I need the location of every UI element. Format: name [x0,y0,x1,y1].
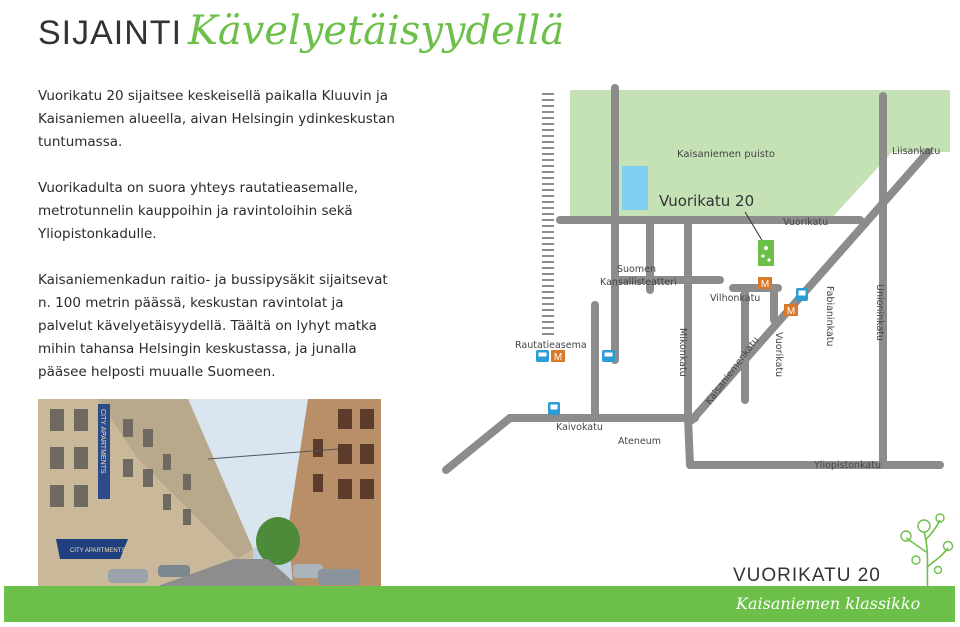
tram-icon [796,288,808,301]
intro-paragraph: Vuorikatu 20 sijaitsee keskeisellä paikalla Kluuvin ja Kaisaniemen alueella, aivan Helsingin ydinkeskustan tuntumassa. [38,88,395,150]
street-label-unioninkatu: Unioninkatu [874,284,885,342]
title-main: SIJAINTI [38,14,183,52]
metro-icon [758,277,772,290]
svg-text:M: M [760,279,770,290]
hotel-sign-text: CITY APARTMENTS [99,409,106,474]
water-area [622,166,648,210]
metro-icon [784,304,798,317]
ateneum-label: Ateneum [618,436,662,447]
street-label-vilhonkatu: Vilhonkatu [710,293,761,304]
brand-name: VUORIKATU 20 [733,565,881,586]
street-label-vuorikatu: Vuorikatu [773,332,784,378]
street-label-kaisaniemenkatu: Kaisaniemenkatu [703,334,762,407]
brand-tagline: Kaisaniemen klassikko [736,594,921,613]
flower-icon [898,512,954,596]
street-label-vuorikatu-top: Vuorikatu [783,217,829,228]
page-title [38,8,564,54]
svg-text:M: M [786,306,796,317]
street-label-yliopistonkatu: Yliopistonkatu [814,460,881,471]
metro-icon [551,350,565,363]
street-photo [38,399,381,586]
target-label: Vuorikatu 20 [659,192,755,210]
park-label: Kaisaniemen puisto [677,149,776,160]
transport-paragraph: Kaisaniemenkadun raitio- ja bussipysäkit sijaitsevat n. 100 metrin päässä, keskustan ravintolat ja palvelut kävelyetäisyydellä. Täältä on lyhyt matka mihin tahansa Helsingin keskustassa, ja junalla pääsee helposti muualle Suomeen. [38,272,388,380]
tree [256,517,300,565]
theatre-label-2: Kansallisteatteri [600,277,677,288]
station-label: Rautatieasema [515,340,587,351]
street-label-fabianinkatu: Fabianinkatu [824,286,835,347]
bus-icon [602,350,615,362]
street-label-liisankatu: Liisankatu [892,146,941,157]
street-label-kaivokatu: Kaivokatu [556,422,603,433]
bus-icon [536,350,549,362]
street-label-mikonkatu: Mikonkatu [677,328,688,377]
tram-icon [548,402,560,415]
svg-text:M: M [553,352,563,363]
connections-paragraph: Vuorikadulta on suora yhteys rautatieasemalle, metrotunnelin kauppoihin ja ravintoloihin sekä Yliopistonkadulle. [38,180,358,242]
rail-line [542,94,554,334]
title-script: Kävelyetäisyydellä [188,8,565,54]
theatre-label-1: Suomen [617,264,656,275]
location-map [440,80,955,480]
hotel-awning-text: CITY APARTMENTS [70,548,126,554]
